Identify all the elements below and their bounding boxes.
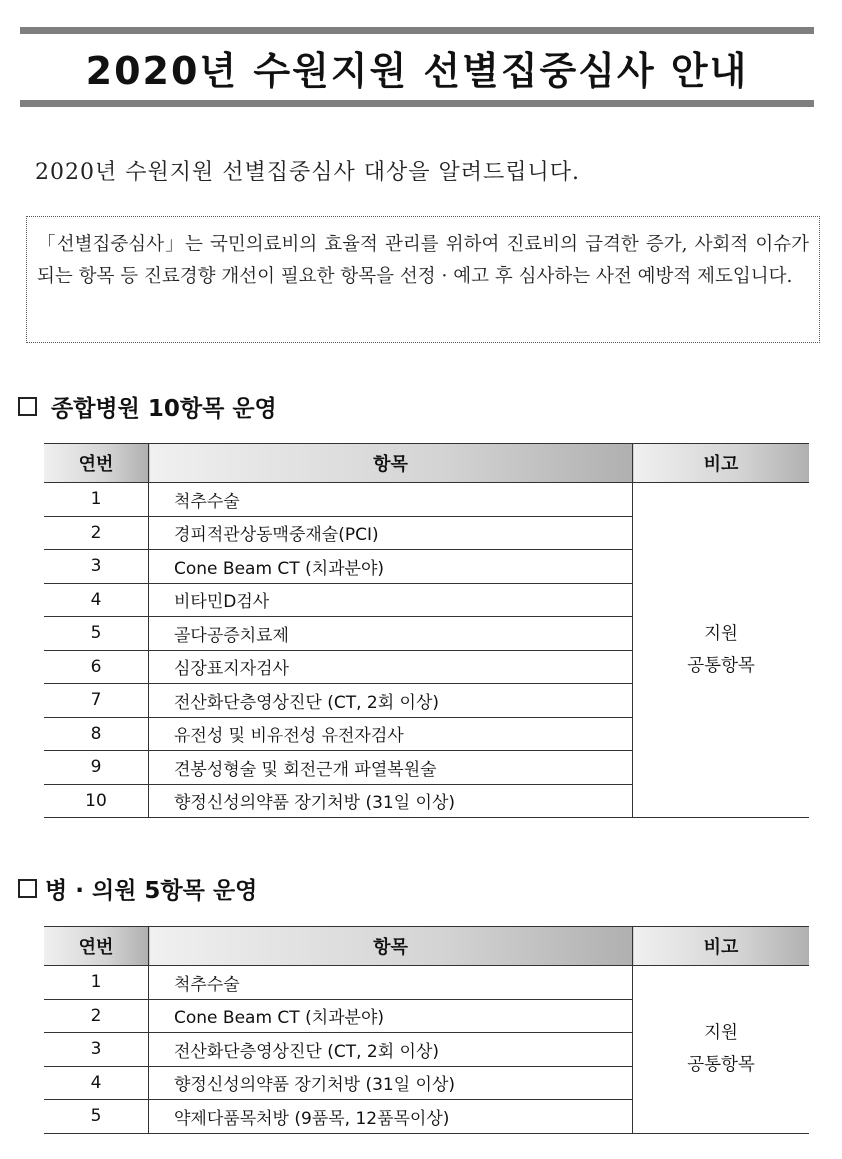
row-number: 3	[44, 550, 149, 584]
row-item: 향정신성의약품 장기처방 (31일 이상)	[149, 784, 633, 818]
row-item: 골다공증치료제	[149, 617, 633, 651]
remark-line-1: 지원	[704, 1023, 738, 1044]
row-item: Cone Beam CT (치과분야)	[149, 550, 633, 584]
remark-line-1: 지원	[704, 624, 738, 644]
row-number: 5	[44, 1100, 149, 1134]
row-number: 3	[44, 1033, 149, 1067]
row-item: 유전성 및 비유전성 유전자검사	[149, 717, 633, 751]
row-number: 8	[44, 717, 149, 751]
row-number: 2	[44, 516, 149, 550]
table-header-row	[44, 444, 809, 483]
section-heading-general-hospital	[18, 390, 277, 423]
row-item: Cone Beam CT (치과분야)	[149, 999, 633, 1033]
column-header-number: 연번	[44, 927, 149, 966]
row-item: 비타민D검사	[149, 583, 633, 617]
row-number: 6	[44, 650, 149, 684]
column-header-remark: 비고	[633, 444, 810, 483]
remark-line-2: 공통항목	[687, 656, 755, 676]
table-header-row	[44, 927, 809, 966]
column-header-number: 연번	[44, 444, 149, 483]
row-number: 1	[44, 966, 149, 1000]
column-header-remark: 비고	[633, 927, 810, 966]
general-hospital-table	[44, 443, 809, 818]
section-title: 병 · 의원 5항목 운영	[45, 878, 258, 904]
row-number: 9	[44, 751, 149, 785]
row-number: 10	[44, 784, 149, 818]
section-heading-clinics	[18, 872, 257, 905]
column-header-item: 항목	[149, 927, 633, 966]
table-row	[44, 966, 809, 1000]
row-item: 척추수술	[149, 483, 633, 517]
row-number: 4	[44, 583, 149, 617]
column-header-item: 항목	[149, 444, 633, 483]
row-number: 4	[44, 1066, 149, 1100]
row-item: 심장표지자검사	[149, 650, 633, 684]
remark-line-2: 공통항목	[687, 1055, 755, 1076]
page-title: 2020년 수원지원 선별집중심사 안내	[85, 48, 749, 93]
remark-cell	[633, 483, 810, 818]
intro-text: 2020년 수원지원 선별집중심사 대상을 알려드립니다.	[35, 160, 580, 185]
row-item: 척추수술	[149, 966, 633, 1000]
remark-cell	[633, 966, 810, 1134]
section-title: 종합병원 10항목 운영	[51, 396, 277, 422]
row-number: 1	[44, 483, 149, 517]
clinic-table	[44, 926, 809, 1134]
row-item: 경피적관상동맥중재술(PCI)	[149, 516, 633, 550]
row-item: 약제다품목처방 (9품목, 12품목이상)	[149, 1100, 633, 1134]
row-item: 전산화단층영상진단 (CT, 2회 이상)	[149, 1033, 633, 1067]
row-item: 향정신성의약품 장기처방 (31일 이상)	[149, 1066, 633, 1100]
checkbox-icon	[18, 879, 37, 898]
row-number: 7	[44, 684, 149, 718]
row-number: 5	[44, 617, 149, 651]
notice-box: 「선별집중심사」는 국민의료비의 효율적 관리를 위하여 진료비의 급격한 증가, 사회적 이슈가 되는 항목 등 진료경향 개선이 필요한 항목을 선정 · 예고 후 심사하는 사전 예방적 제도입니다.	[26, 216, 820, 343]
row-item: 전산화단층영상진단 (CT, 2회 이상)	[149, 684, 633, 718]
title-banner	[20, 27, 814, 107]
row-item: 견봉성형술 및 회전근개 파열복원술	[149, 751, 633, 785]
checkbox-icon	[18, 397, 37, 416]
table-row	[44, 483, 809, 517]
row-number: 2	[44, 999, 149, 1033]
